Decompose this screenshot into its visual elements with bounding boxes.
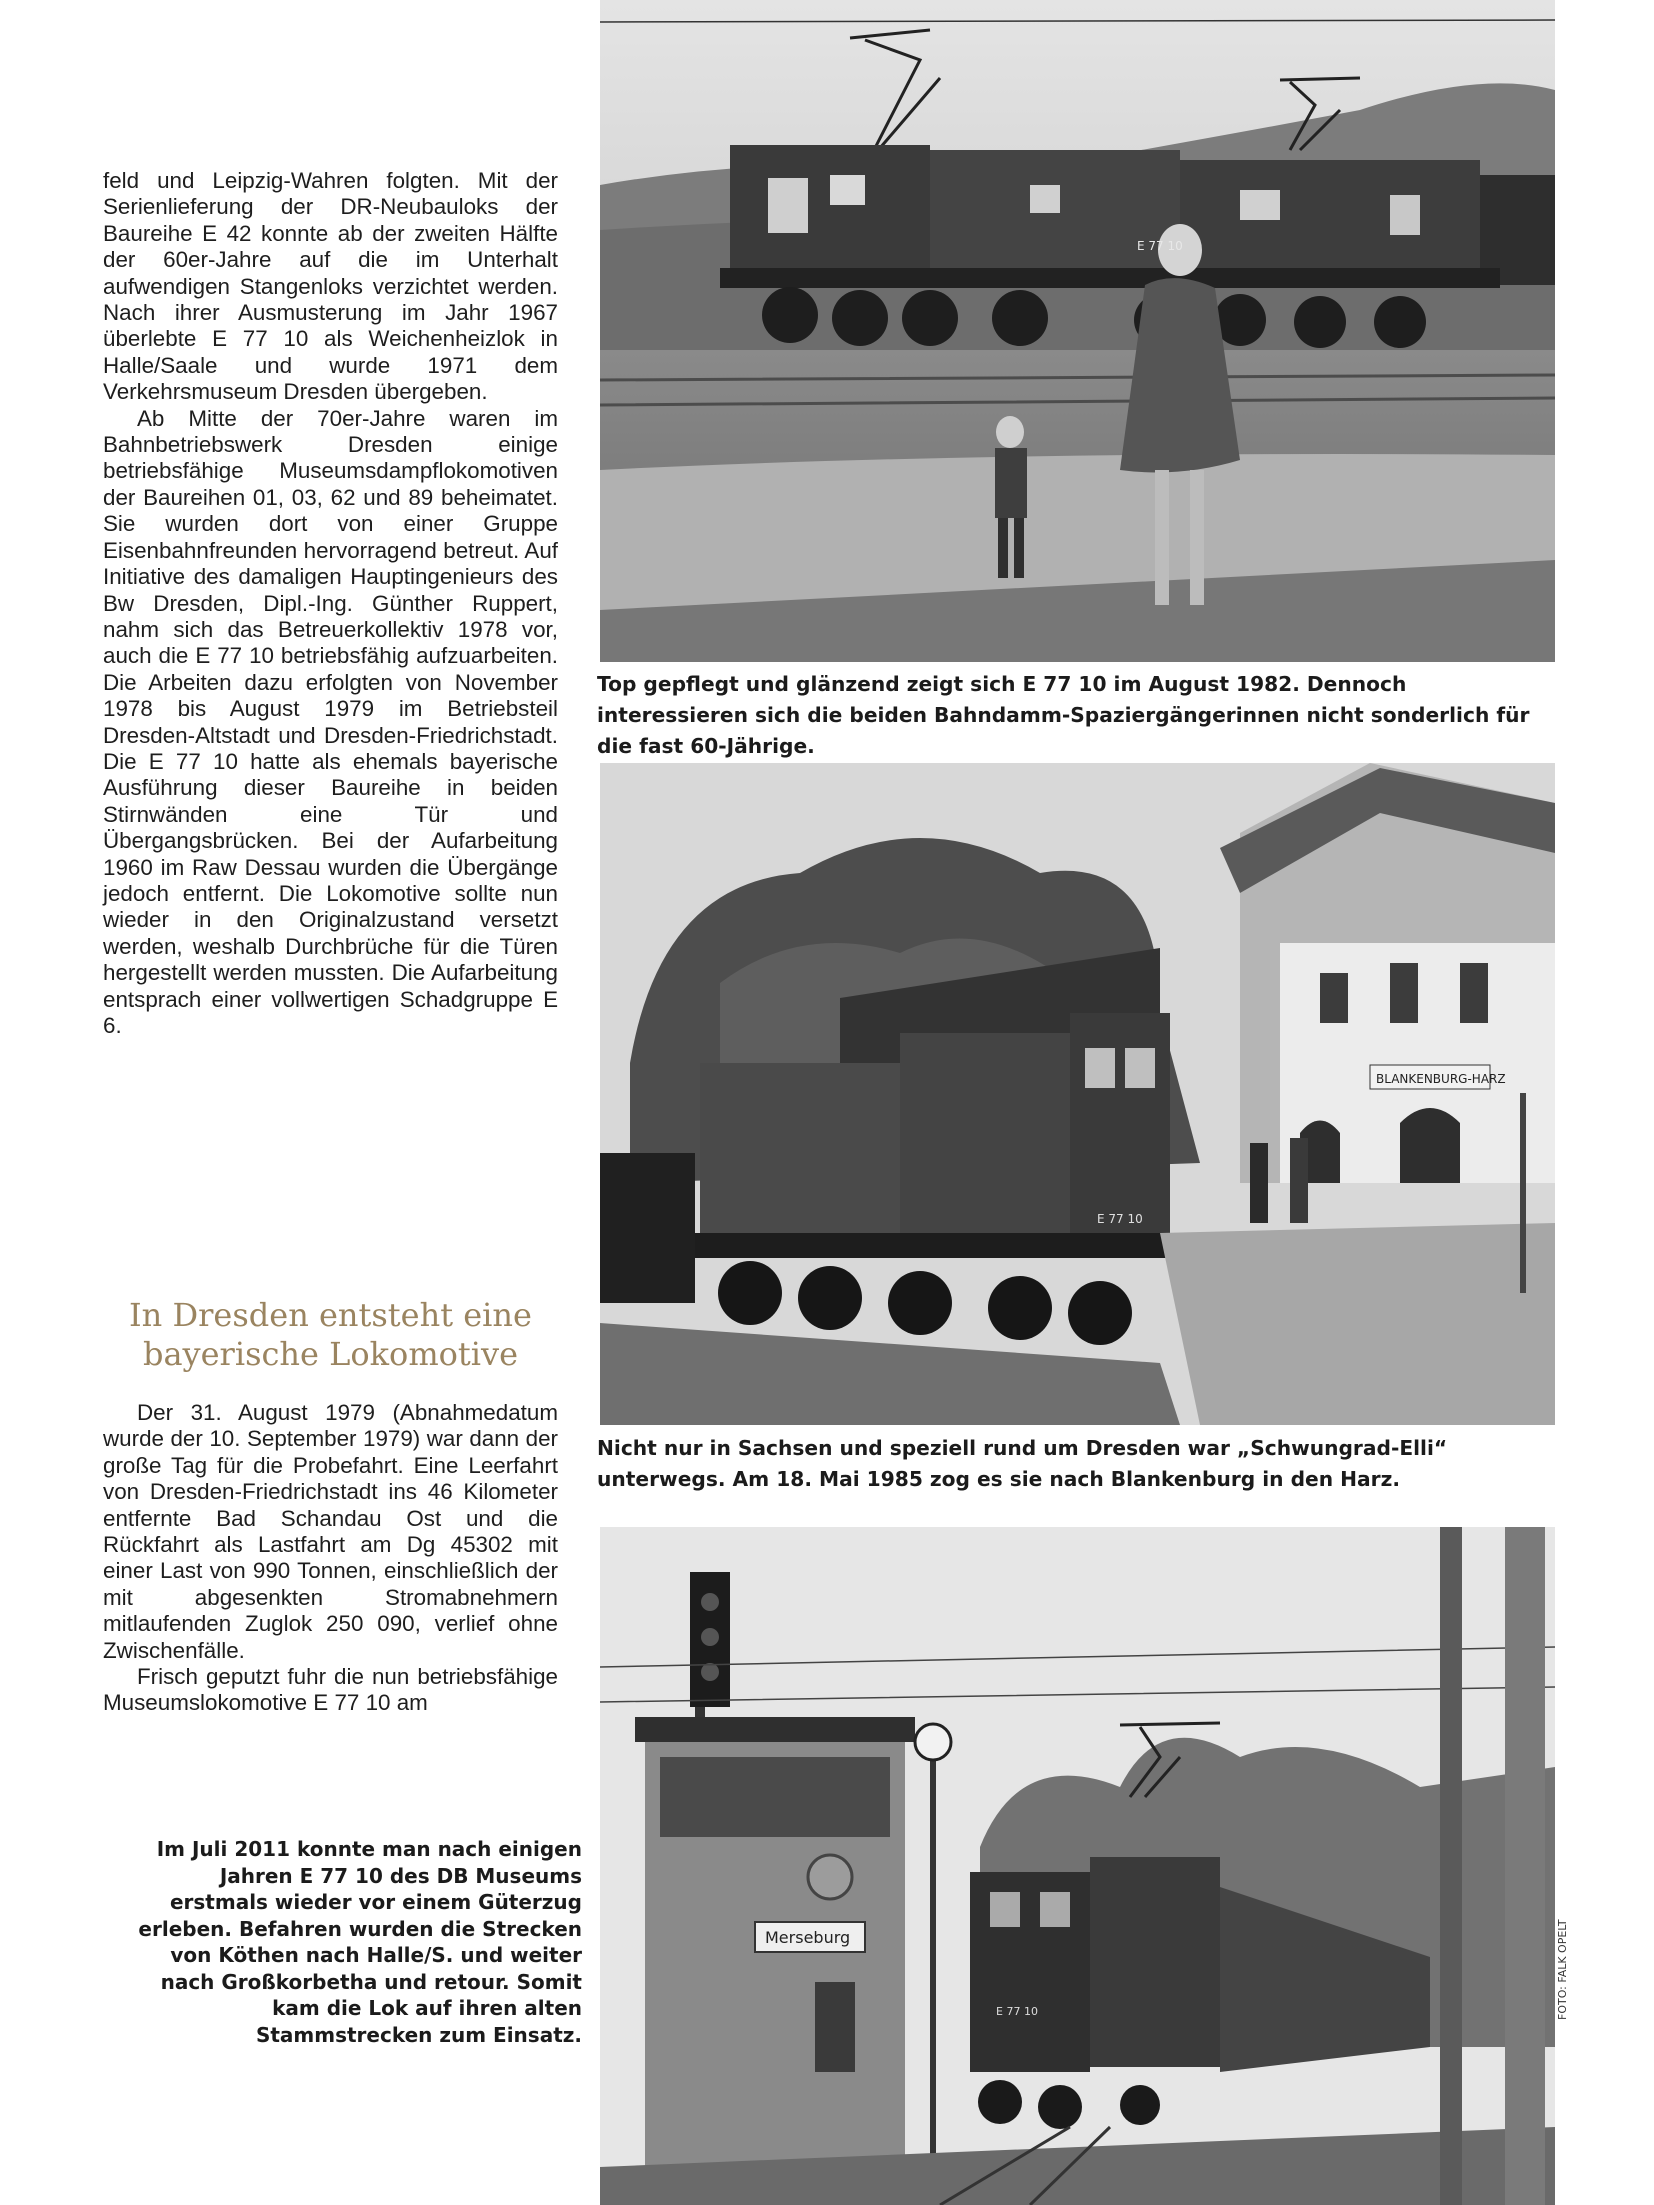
section-heading-line-1: In Dresden entsteht eine [129,1296,532,1334]
station-sign: BLANKENBURG-HARZ [1376,1072,1506,1086]
side-caption: Im Juli 2011 konnte man nach einigen Jahren E 77 10 des DB Museums erstmals wieder vor einem Güterzug erleben. Befahren wurden die Strecken von Köthen nach Halle/S. und weiter nach Großkorbetha und retour. Somit kam die Lok auf ihren alten Stammstrecken zum Einsatz. [138,1837,582,2047]
loco-number-plate-2: E 77 10 [1097,1212,1143,1226]
paragraph-2: Ab Mitte der 70er-Jahre waren im Bahnbetriebswerk Dresden einige betriebsfähige Museumsdampflokomotiven der Baureihen 01, 03, 62 und 89 beheimatet. Sie wurden dort von einer Gruppe Eisenbahnfreunden hervorragend betreut. Auf Initiative des damaligen Hauptingenieurs des Bw Dresden, Dipl.-Ing. Günther Ruppert, nahm sich das Betreuerkollektiv 1978 vor, auch die E 77 10 betriebsfähig aufzuarbeiten. Die Arbeiten dazu erfolgten von November 1978 bis August 1979 im Betriebsteil Dresden-Altstadt und Dresden-Friedrichstadt. Die E 77 10 hatte als ehemals bayerische Ausführung dieser Baureihe in beiden Stirnwänden eine Tür und Übergangsbrücken. Bei der Aufarbeitung 1960 im Raw Dessau wurden die Übergänge jedoch entfernt. Die Lokomotive sollte nun wieder in den Originalzustand versetzt werden, weshalb Durchbrüche für die Türen hergestellt werden mussten. Die Aufarbeitung entsprach einer vollwertigen Schadgruppe E 6. [103,405,558,1038]
signal-box-sign: Merseburg [765,1928,851,1947]
section-heading-line-2: bayerische Lokomotive [142,1335,519,1373]
photo-locomotive-merseburg [600,1527,1555,2205]
photo-locomotive-with-walkers [600,0,1555,662]
body-text-column-1 [103,168,558,1039]
paragraph-4: Frisch geputzt fuhr die nun betriebsfähige Museumslokomotive E 77 10 am [103,1664,558,1716]
photo-credit: FOTO: FALK OPELT [1556,1919,1569,2020]
section-heading [103,1296,558,1374]
body-text-column-2 [103,1400,558,1717]
paragraph-3: Der 31. August 1979 (Abnahmedatum wurde der 10. September 1979) war dann der große Tag für die Probefahrt. Eine Leerfahrt von Dresden-Friedrichstadt ins 46 Kilometer entfernte Bad Schandau Ost und die Rückfahrt als Lastfahrt am Dg 45302 mit einer Last von 990 Tonnen, einschließlich der mit abgesenkten Stromabnehmern mitlaufenden Zuglok 250 090, verlief ohne Zwischenfälle. [103,1400,558,1663]
caption-photo-2: Nicht nur in Sachsen und speziell rund um Dresden war „Schwungrad-Elli“ unterwegs. Am 18. Mai 1985 zog es sie nach Blankenburg in den Harz. [597,1436,1448,1491]
loco-number-plate-3: E 77 10 [996,2005,1038,2018]
paragraph-1: feld und Leipzig-Wahren folgten. Mit der Serienlieferung der DR-Neubauloks der Baureihe E 42 konnte ab der zweiten Hälfte der 60er-Jahre auf die im Unterhalt aufwendigen Stangenloks verzichtet werden. Nach ihrer Ausmusterung im Jahr 1967 überlebte E 77 10 als Weichenheizlok in Halle/Saale und wurde 1971 dem Verkehrsmuseum Dresden übergeben. [103,168,558,405]
photo-locomotive-blankenburg [600,763,1555,1425]
loco-number-plate-1: E 77 10 [1137,239,1183,253]
caption-photo-1: Top gepflegt und glänzend zeigt sich E 77 10 im August 1982. Dennoch interessieren sich die beiden Bahndamm-Spaziergängerinnen nicht sonderlich für die fast 60-Jährige. [597,672,1530,758]
